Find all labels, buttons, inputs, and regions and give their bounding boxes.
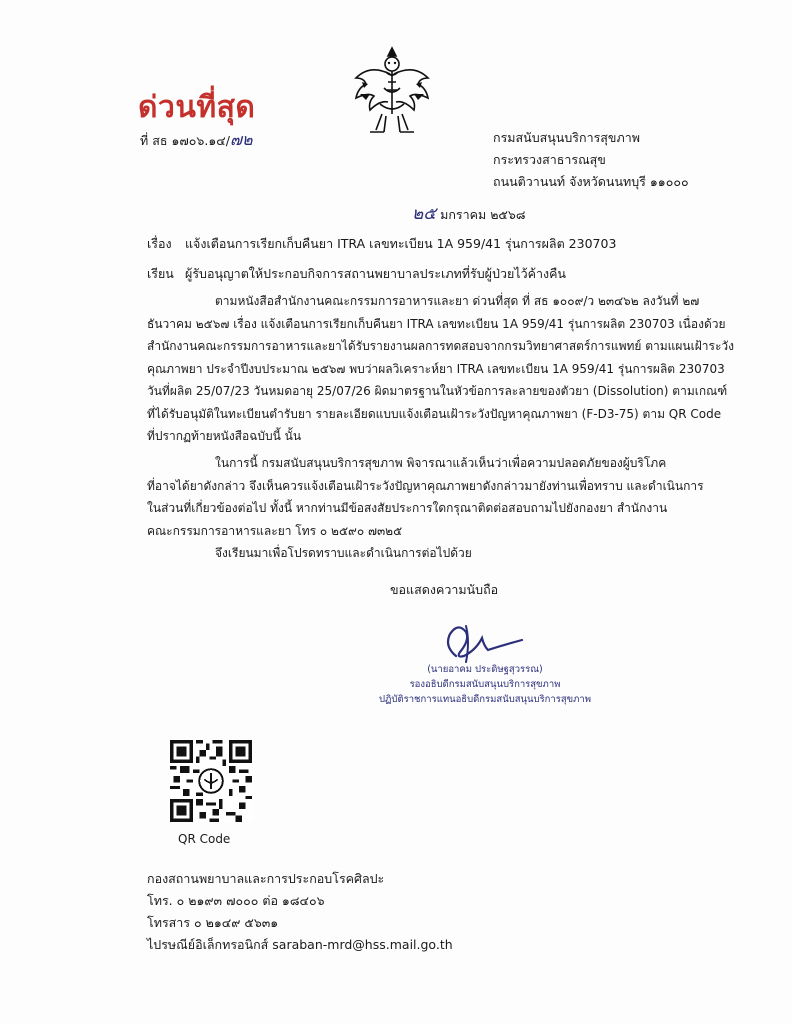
paragraph-line: ที่ได้รับอนุมัติในทะเบียนตำรับยา รายละเอียดแบบแจ้งเตือนเฝ้าระวังปัญหาคุณภาพยา (F-D3-75) ตาม QR Code (147, 406, 722, 421)
document-number-handwritten: ๗๒ (229, 130, 253, 149)
paragraph-line: จึงเรียนมาเพื่อโปรดทราบและดำเนินการต่อไปด้วย (215, 546, 472, 560)
sender-address (493, 127, 689, 193)
footer-phone: โทร. ๐ ๒๑๙๓ ๗๐๐๐ ต่อ ๑๘๔๐๖ (147, 893, 325, 908)
body-paragraph-1 (147, 290, 734, 448)
paragraph-line: คณะกรรมการอาหารและยา โทร ๐ ๒๕๙๐ ๗๓๒๕ (147, 523, 403, 538)
subject-label: เรื่อง (147, 236, 172, 251)
paragraph-line: ตามหนังสือสำนักงานคณะกรรมการอาหารและยา ด่วนที่สุด ที่ สธ ๑๐๐๙/ว ๒๓๔๖๒ ลงวันที่ ๒๗ (215, 294, 700, 308)
signer-title-2: ปฏิบัติราชการแทนอธิบดีกรมสนับสนุนบริการสุขภาพ (379, 694, 591, 705)
recipient-label: เรียน (147, 266, 174, 281)
date-month-year: มกราคม ๒๕๖๘ (440, 207, 526, 222)
footer-contact (147, 868, 453, 956)
paragraph-line: คุณภาพยา ประจำปีงบประมาณ ๒๕๖๗ พบว่าผลวิเคราะห์ยา ITRA เลขทะเบียน 1A 959/41 รุ่นการผลิต 230703 (147, 361, 725, 376)
subject-text: แจ้งเตือนการเรียกเก็บคืนยา ITRA เลขทะเบียน 1A 959/41 รุ่นการผลิต 230703 (185, 236, 617, 251)
footer-division: กองสถานพยาบาลและการประกอบโรคศิลปะ (147, 871, 385, 886)
document-number (140, 128, 253, 153)
footer-email[interactable]: ไปรษณีย์อิเล็กทรอนิกส์ saraban-mrd@hss.mail.go.th (147, 937, 453, 952)
document-number-prefix: ที่ สธ ๑๗๐๖.๑๔/ (140, 133, 230, 148)
paragraph-line: สำนักงานคณะกรรมการอาหารและยาได้รับรายงานผลการทดสอบจากกรมวิทยาศาสตร์การแพทย์ ตามแผนเฝ้าระวัง (147, 339, 734, 353)
sender-line-1: กรมสนับสนุนบริการสุขภาพ (493, 130, 640, 145)
paragraph-line: ในส่วนที่เกี่ยวข้องต่อไป ทั้งนี้ หากท่านมีข้อสงสัยประการใดกรุณาติดต่อสอบถามไปยังกองยา สำนักงาน (147, 501, 668, 515)
signer-name: (นายอาคม ประดิษฐสุวรรณ) (427, 664, 543, 675)
document-date (412, 200, 525, 227)
date-day-handwritten: ๒๕ (412, 204, 437, 224)
paragraph-line: ที่อาจได้ยาดังกล่าว จึงเห็นควรแจ้งเตือนเฝ้าระวังปัญหาคุณภาพยาดังกล่าวมายังท่านเพื่อทราบ และดำเนินการ (147, 478, 704, 493)
qr-code-icon[interactable] (170, 740, 252, 822)
paragraph-line: ที่ปรากฏท้ายหนังสือฉบับนี้ นั้น (147, 429, 302, 443)
closing-salutation: ขอแสดงความนับถือ (390, 582, 499, 597)
urgency-stamp: ด่วนที่สุด (138, 90, 256, 125)
paragraph-line: ในการนี้ กรมสนับสนุนบริการสุขภาพ พิจารณาแล้วเห็นว่าเพื่อความปลอดภัยของผู้บริโภค (215, 456, 667, 470)
paragraph-line: วันที่ผลิต 25/07/23 วันหมดอายุ 25/07/26 ผิดมาตรฐานในหัวข้อการละลายของตัวยา (Dissolution) ตามเกณฑ์ (147, 384, 728, 398)
garuda-emblem-icon (350, 44, 434, 140)
signer-title-1: รองอธิบดีกรมสนับสนุนบริการสุขภาพ (409, 679, 561, 690)
sender-line-2: กระทรวงสาธารณสุข (493, 152, 606, 167)
qr-code-label: QR Code (178, 832, 231, 846)
signature-icon (426, 616, 526, 668)
body-paragraph-3 (147, 542, 695, 565)
sender-line-3: ถนนติวานนท์ จังหวัดนนทบุรี ๑๑๐๐๐ (493, 174, 689, 189)
recipient-text: ผู้รับอนุญาตให้ประกอบกิจการสถานพยาบาลประเภทที่รับผู้ป่วยไว้ค้างคืน (185, 266, 566, 281)
body-paragraph-2 (147, 452, 704, 542)
paragraph-line: ธันวาคม ๒๕๖๗ เรื่อง แจ้งเตือนการเรียกเก็บคืนยา ITRA เลขทะเบียน 1A 959/41 รุ่นการผลิต 230703 เนื่องด้วย (147, 316, 726, 331)
footer-fax: โทรสาร ๐ ๒๑๔๙ ๕๖๓๑ (147, 915, 279, 930)
signer-block (355, 662, 615, 707)
recipient-line (147, 264, 566, 284)
subject-line (147, 234, 616, 254)
